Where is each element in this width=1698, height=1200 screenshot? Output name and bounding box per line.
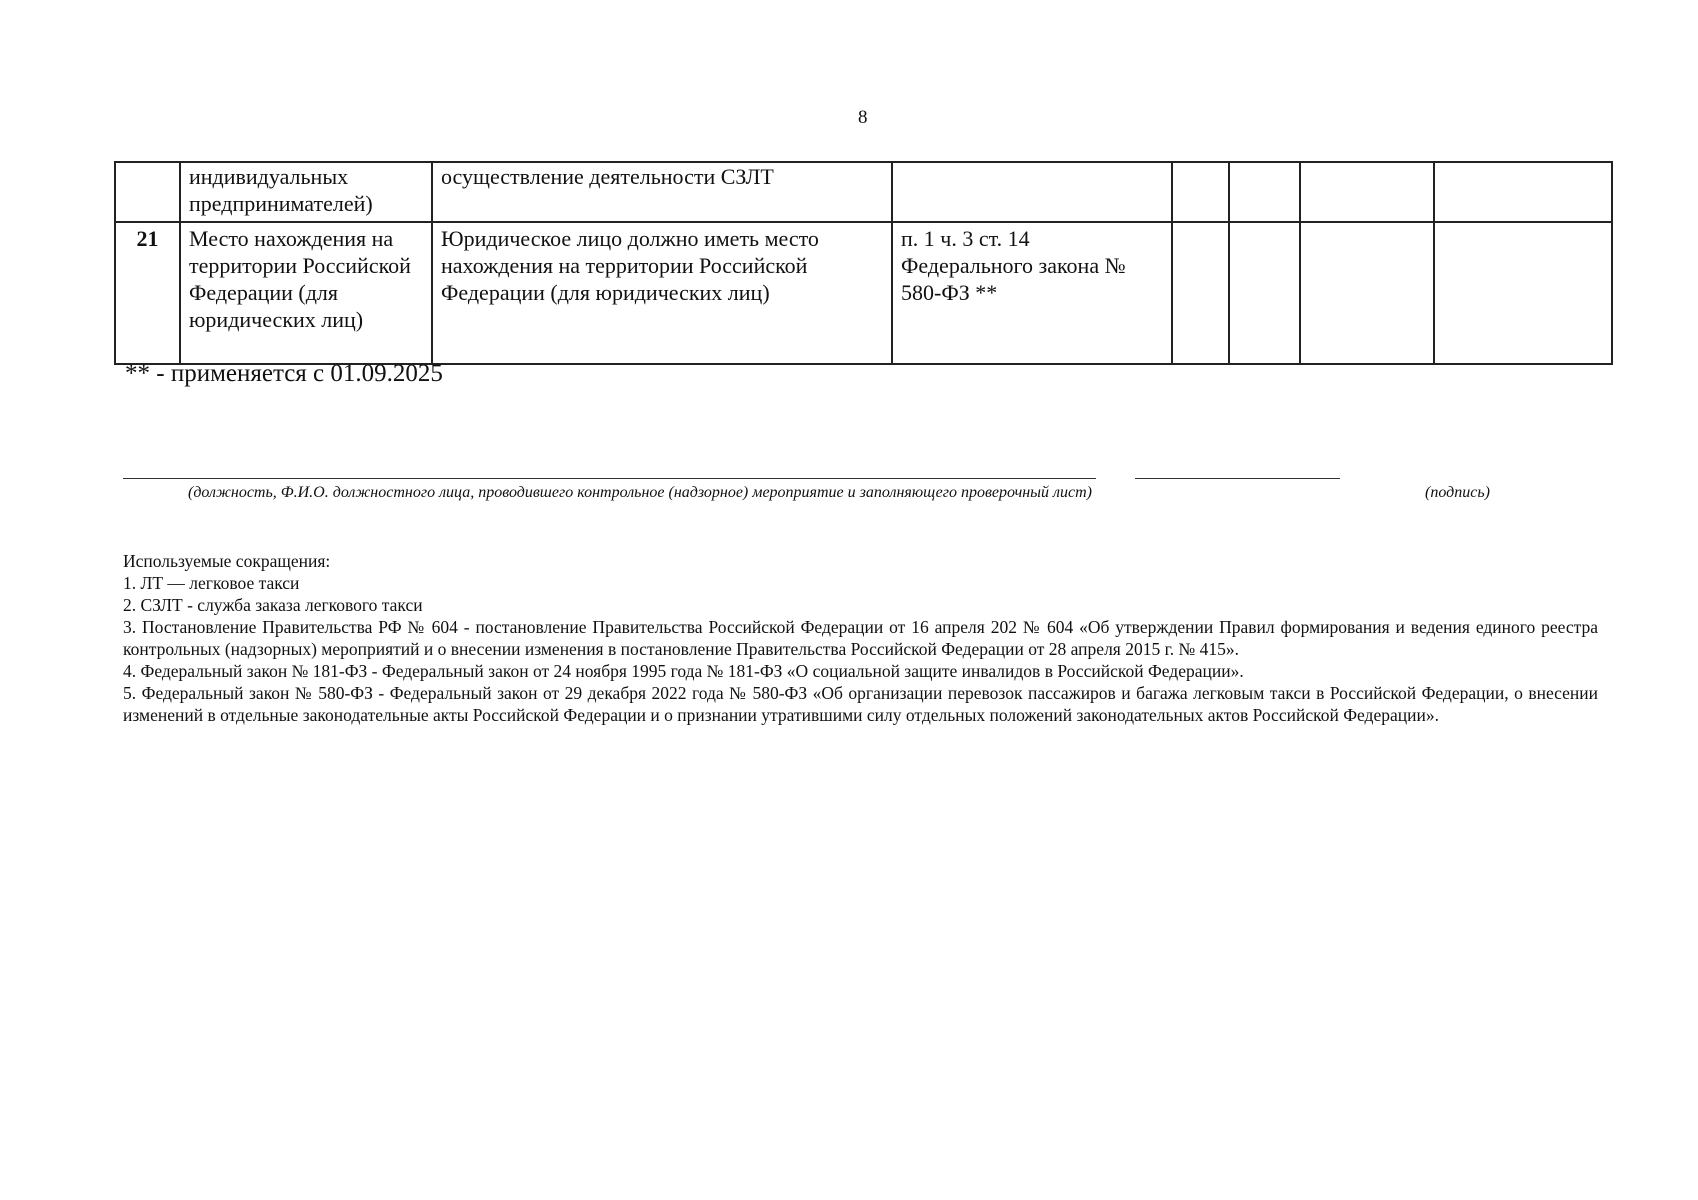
answer-na-cell [1300,222,1434,364]
table-row [115,222,1612,364]
row-number-cell [115,162,180,222]
answer-no-cell [1229,162,1300,222]
checklist-table [114,161,1613,365]
abbreviation-item: 5. Федеральный закон № 580-ФЗ - Федеральный закон от 29 декабря 2022 года № 580-ФЗ «Об организации перевозок пассажиров и багажа легковым такси в Российской Федерации, о внесении изменений в отдельные законодательные акты Российской Федерации и о признании утратившими силу отдельных положений законодательных актов Российской Федерации». [123,683,1598,725]
reference-cell: п. 1 ч. 3 ст. 14 Федерального закона № 580-ФЗ ** [892,222,1172,364]
signature-line-sign [1135,478,1340,479]
answer-yes-cell [1172,162,1229,222]
answer-no-cell [1229,222,1300,364]
signature-line-name [123,478,1096,479]
signature-caption-sign: (подпись) [1425,484,1490,501]
footnote: ** - применяется с 01.09.2025 [125,360,443,387]
answer-na-cell [1300,162,1434,222]
note-cell [1434,222,1612,364]
abbreviation-item: 3. Постановление Правительства РФ № 604 - постановление Правительства Российской Федерации от 16 апреля 202 № 604 «Об утверждении Правил формирования и ведения единого реестра контрольных (надзорных) мероприятий и о внесении изменения в постановление Правительства Российской Федерации от 28 апреля 2015 г. № 415». [123,617,1598,659]
note-cell [1434,162,1612,222]
requirement-cell: Юридическое лицо должно иметь место нахождения на территории Российской Федерации (для юридических лиц) [432,222,892,364]
subject-cell: Место нахождения на территории Российской Федерации (для юридических лиц) [180,222,432,364]
row-number-cell: 21 [115,222,180,364]
abbreviation-item: 2. СЗЛТ - служба заказа легкового такси [123,595,423,615]
table-row [115,162,1612,222]
signature-caption-position: (должность, Ф.И.О. должностного лица, проводившего контрольное (надзорное) мероприятие и заполняющего проверочный лист) [188,484,1092,501]
page-number: 8 [858,107,868,128]
subject-cell: индивидуальных предпринимателей) [180,162,432,222]
abbreviation-item: 1. ЛТ — легковое такси [123,573,300,593]
reference-cell [892,162,1172,222]
abbreviation-item: 4. Федеральный закон № 181-ФЗ - Федеральный закон от 24 ноября 1995 года № 181-ФЗ «О социальной защите инвалидов в Российской Федерации». [123,661,1244,681]
abbreviations-heading: Используемые сокращения: [123,551,331,571]
answer-yes-cell [1172,222,1229,364]
abbreviations-section [123,550,1598,726]
requirement-cell: осуществление деятельности СЗЛТ [432,162,892,222]
